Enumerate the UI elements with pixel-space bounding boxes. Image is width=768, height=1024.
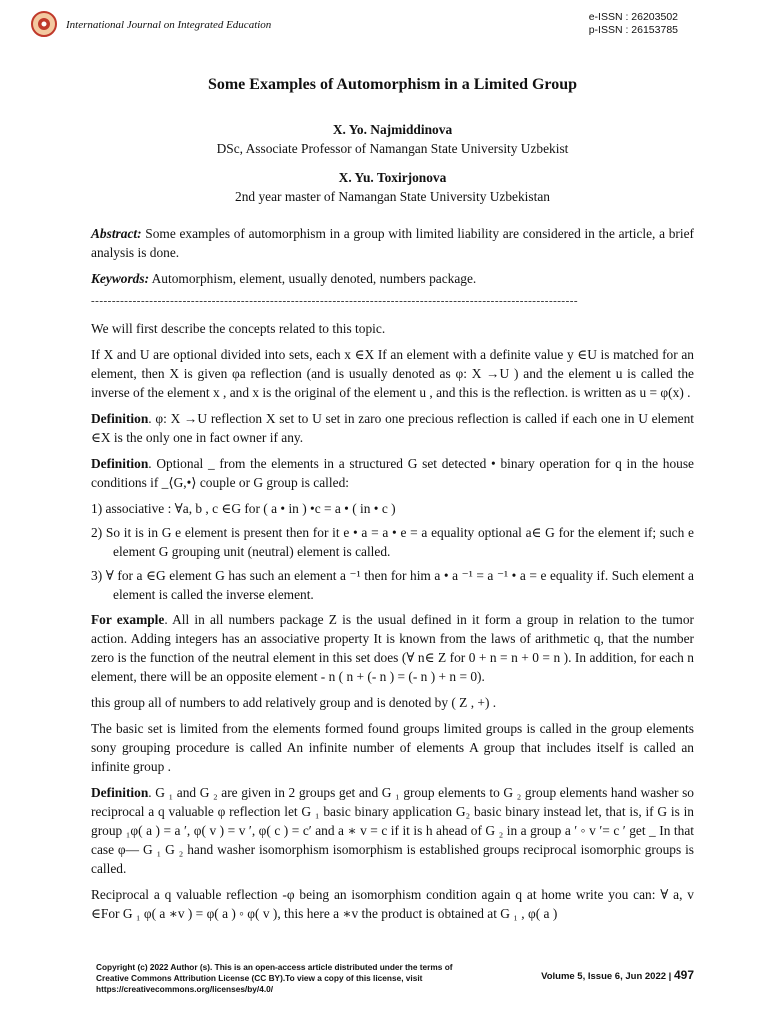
definition-label: Definition <box>91 456 149 471</box>
page-number: 497 <box>673 968 694 982</box>
definition <box>91 409 694 447</box>
page-footer <box>96 962 694 995</box>
separator-line: --------------------------------------------------------------------------------------------------------------------- <box>91 295 579 307</box>
volume-info <box>541 970 694 982</box>
author-2 <box>91 168 694 206</box>
keywords <box>91 269 694 288</box>
paragraph: We will first describe the concepts related to this topic. <box>91 321 386 336</box>
article-body <box>91 70 694 930</box>
keywords-label: Keywords: <box>91 271 150 286</box>
author-1 <box>91 120 694 158</box>
definition-label: Definition <box>91 411 149 426</box>
pissn: p-ISSN : 26153785 <box>588 24 678 36</box>
paragraph: The basic set is limited from the elements formed found groups limited groups is called in the group elements sony grouping procedure is called An infinite number of elements A group that includes itself is called an infinite group . <box>91 721 694 774</box>
abstract-label: Abstract: <box>91 226 142 241</box>
definition <box>91 454 694 492</box>
page-header <box>30 8 738 48</box>
list-item: 1) associative : ∀a, b , c ∈G for ( a • in ) •c = a • ( in • c ) <box>91 501 396 516</box>
definition-label: Definition <box>91 785 149 800</box>
journal-name: International Journal on Integrated Education <box>66 19 272 31</box>
abstract <box>91 224 694 262</box>
keywords-text: Automorphism, element, usually denoted, numbers package. <box>149 271 477 286</box>
paragraph: Reciprocal a q valuable reflection -φ being an isomorphism condition again q at home write you can: ∀ a, v ∈For G ₁ φ( a ∗v ) = φ( a ) ◦ φ( v ), this here a ∗v the product is obtained at G ₁ , φ( a ) <box>91 887 694 921</box>
example-text: . All in all numbers package Z is the usual defined in it form a group in relation to the tumor action. Adding integers has an associative property It is known from the laws of arithmetic q, that the number zero is the function of the neutral element in this set does (∀ n∈ Z for 0 + n = n + 0 = n ). In addition, for each n element, there will be an opposite element - n ( n + (- n ) = (- n ) + n = 0). <box>91 612 694 684</box>
author-affiliation: DSc, Associate Professor of Namangan State University Uzbekist <box>216 141 569 156</box>
volume-text: Volume 5, Issue 6, Jun 2022 | <box>541 971 674 982</box>
condition-list <box>91 499 694 604</box>
definition <box>91 783 694 878</box>
author-name: X. Yu. Toxirjonova <box>338 170 447 185</box>
copyright-notice: Copyright (c) 2022 Author (s). This is an open-access article distributed under the terms of Creative Commons Attribution License (CC BY).To view a copy of this license, visit https://creativecommons.org/licenses/by/4.0/ <box>96 962 453 994</box>
paragraph: this group all of numbers to add relatively group and is denoted by ( Z , +) . <box>91 695 497 710</box>
author-name: X. Yo. Najmiddinova <box>332 122 453 137</box>
issn-block <box>589 11 678 37</box>
abstract-text: Some examples of automorphism in a group with limited liability are considered in the article, a brief analysis is done. <box>91 226 694 260</box>
list-item: 3) ∀ for a ∈G element G has such an element a ⁻¹ then for him a • a ⁻¹ = a ⁻¹ • a = e equality if. Such element a element is called the inverse element. <box>91 568 694 602</box>
example-label: For example <box>91 612 165 627</box>
definition-text: . Optional _ from the elements in a structured G set detected • binary operation for q in the house conditions if _⟨G,•⟩ couple or G group is called: <box>91 456 694 490</box>
article-title: Some Examples of Automorphism in a Limited Group <box>207 76 578 93</box>
author-affiliation: 2nd year master of Namangan State University Uzbekistan <box>235 189 550 204</box>
list-item: 2) So it is in G e element is present then for it e • a = a • e = a equality optional a∈ G for the element if; such e element G grouping unit (neutral) element is called. <box>91 525 694 559</box>
eissn: e-ISSN : 26203502 <box>588 11 678 23</box>
definition-text: . φ: X →U reflection X set to U set in zaro one precious reflection is called if each one in U element ∈X is the only one in fact owner if any. <box>91 411 694 445</box>
journal-logo-icon <box>30 10 58 38</box>
definition-text: . G ₁ and G ₂ are given in 2 groups get and G ₁ group elements to G ₂ group elements hand washer so reciprocal a q valuable φ reflection let G ₁ basic binary application G₂ basic binary instead let, that is, if G is in group ₁φ( a ) = a ′, φ( v ) = v ′, φ( c ) = c′ and a ∗ v = c if it is h ahead of G ₂ in a group a ′ ◦ v ′= c ′ get _ In that case φ— G ₁ G ₂ hand washer isomorphism isomorphism is established groups reciprocal isomorphic groups is called. <box>91 785 694 876</box>
paragraph: If X and U are optional divided into sets, each x ∈X If an element with a definite value y ∈U is matched for an element, then X is given φa reflection (and is usually denoted as φ: X →U ) and the element u is called the inverse of the element x , and x is the original of the element u , and this is the reflection. is written as u = φ(x) . <box>91 347 694 400</box>
example <box>91 610 694 686</box>
